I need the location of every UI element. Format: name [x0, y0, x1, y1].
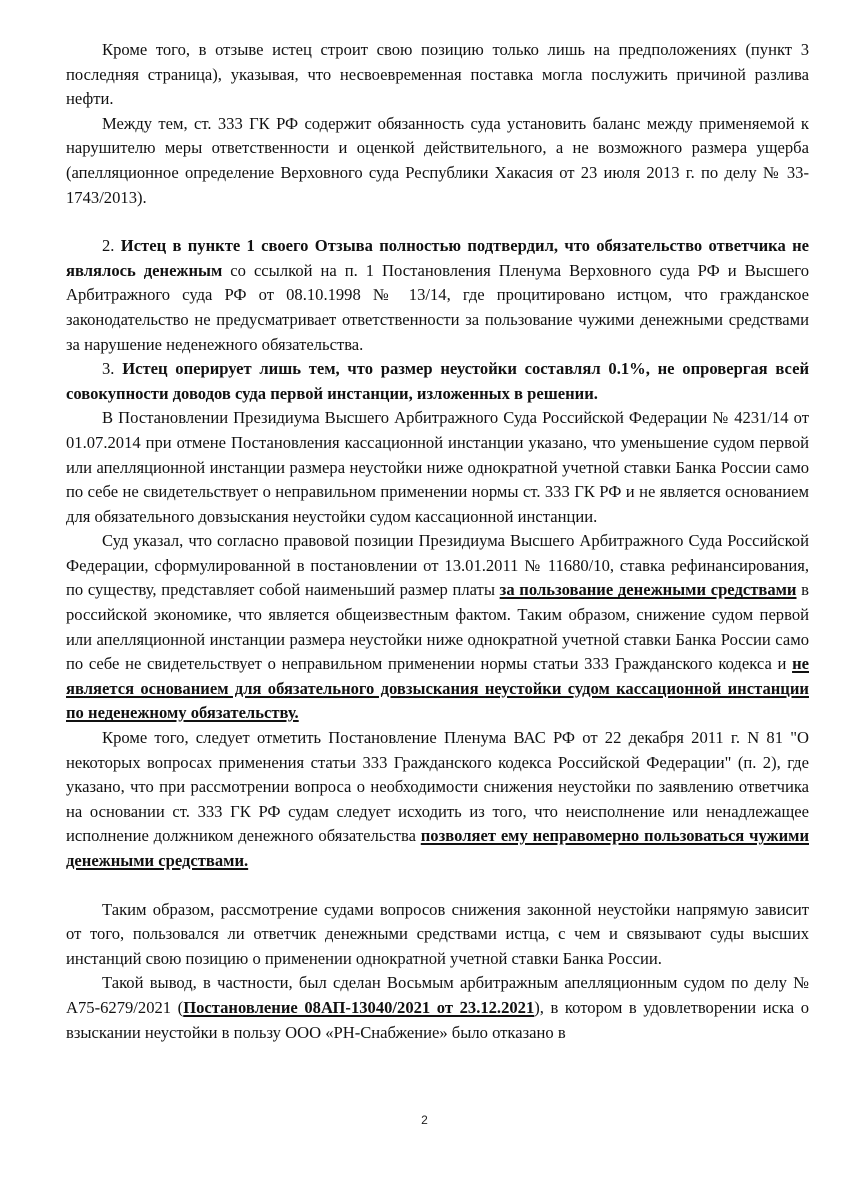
paragraph-text: Такой вывод, в частности, был сделан Восьмым арбитражным апелляционным судом по делу № А75-6279/2021 ( [66, 973, 809, 1017]
paragraph-text: в российской экономике, что является общеизвестным фактом. Таким образом, снижение судом первой или апелляционной инстанции размера неустойки ниже однократной учетной ставки Банка России само по себе не свидетельствует о неправильном применении нормы статьи 333 Гражданского кодекса и [66, 580, 810, 674]
paragraph-text: ), в котором в удовлетворении иска о взыскании неустойки в пользу ООО «РН-Снабжение» было отказано в [66, 997, 810, 1042]
item-number: 2. [102, 236, 121, 256]
paragraph-8: Таким образом, рассмотрение судами вопросов снижения законной неустойки напрямую зависит от того, пользовался ли ответчик денежными средствами истца, с чем и связывают суды высших инстанций свою позицию о применении однократной учетной ставки Банка России. [66, 899, 809, 968]
paragraph-2: Между тем, ст. 333 ГК РФ содержит обязанность суда установить баланс между применяемой к нарушителю меры ответственности и оценкой действительного, а не возможного размера ущерба (апелляционное определение Верховного суда Республики Хакасия от 23 июля 2013 г. по делу № 33-1743/2013). [66, 113, 809, 207]
paragraph-6 [66, 529, 809, 726]
paragraph-1: Кроме того, в отзыве истец строит свою позицию только лишь на предположениях (пункт 3 последняя страница), указывая, что несвоевременная поставка могла послужить причиной разлива нефти. [66, 40, 809, 109]
paragraph-7 [66, 726, 809, 874]
paragraph-gap [66, 210, 809, 234]
bold-statement: Истец оперирует лишь тем, что размер неустойки составлял 0.1%, не опровергая всей совокупности доводов суда первой инстанции, изложенных в решении. [66, 359, 809, 403]
paragraph-5: В Постановлении Президиума Высшего Арбитражного Суда Российской Федерации № 4231/14 от 01.07.2014 при отмене Постановления кассационной инстанции указано, что уменьшение судом первой или апелляционной инстанции размера неустойки ниже однократной учетной ставки Банка России само по себе не свидетельствует о неправильном применении нормы ст. 333 ГК РФ и не является основанием для обязательного довзыскания неустойки судом кассационной инстанции. [66, 408, 809, 526]
document-page [66, 38, 809, 1045]
paragraph-gap [66, 874, 809, 898]
paragraph-text: со ссылкой на п. 1 Постановления Пленума Верховного суда РФ и Высшего Арбитражного суда РФ от 08.10.1998 № 13/14, где процитировано истцом, что гражданское законодательство не предусматривает ответственности за пользование чужими денежными средствами за нарушение неденежного обязательства. [66, 260, 809, 354]
paragraph-item-3 [66, 357, 809, 406]
paragraph-text: Кроме того, следует отметить Постановление Пленума ВАС РФ от 22 декабря 2011 г. N 81 "О некоторых вопросах применения статьи 333 Гражданского кодекса Российской Федерации" (п. 2), где указано, что при рассмотрении вопроса о необходимости снижения неустойки по заявлению ответчика на основании ст. 333 ГК РФ судам следует исходить из того, что неисполнение или ненадлежащее исполнение должником денежного обязательства [66, 728, 809, 846]
bold-statement: Истец в пункте 1 своего Отзыва полностью подтвердил, что обязательство ответчика не являлось денежным [66, 236, 810, 280]
emphasis-underlined: за пользование денежными средствами [499, 580, 797, 600]
item-number: 3. [102, 359, 123, 379]
emphasis-underlined: Постановление 08АП-13040/2021 от 23.12.2021 [183, 997, 535, 1017]
page-number: 2 [421, 1113, 428, 1127]
paragraph-text: Суд указал, что согласно правовой позиции Президиума Высшего Арбитражного Суда Российской Федерации, сформулированной в постановлении от 13.01.2011 № 11680/10, ставка рефинансирования, по существу, представляет собой наименьший размер платы [66, 531, 809, 600]
emphasis-underlined: позволяет ему неправомерно пользоваться чужими денежными средствами. [66, 826, 809, 870]
emphasis-underlined: не является основанием для обязательного довзыскания неустойки судом кассационной инстанции по неденежному обязательству. [66, 654, 809, 723]
paragraph-item-2 [66, 234, 809, 357]
paragraph-9 [66, 971, 809, 1045]
